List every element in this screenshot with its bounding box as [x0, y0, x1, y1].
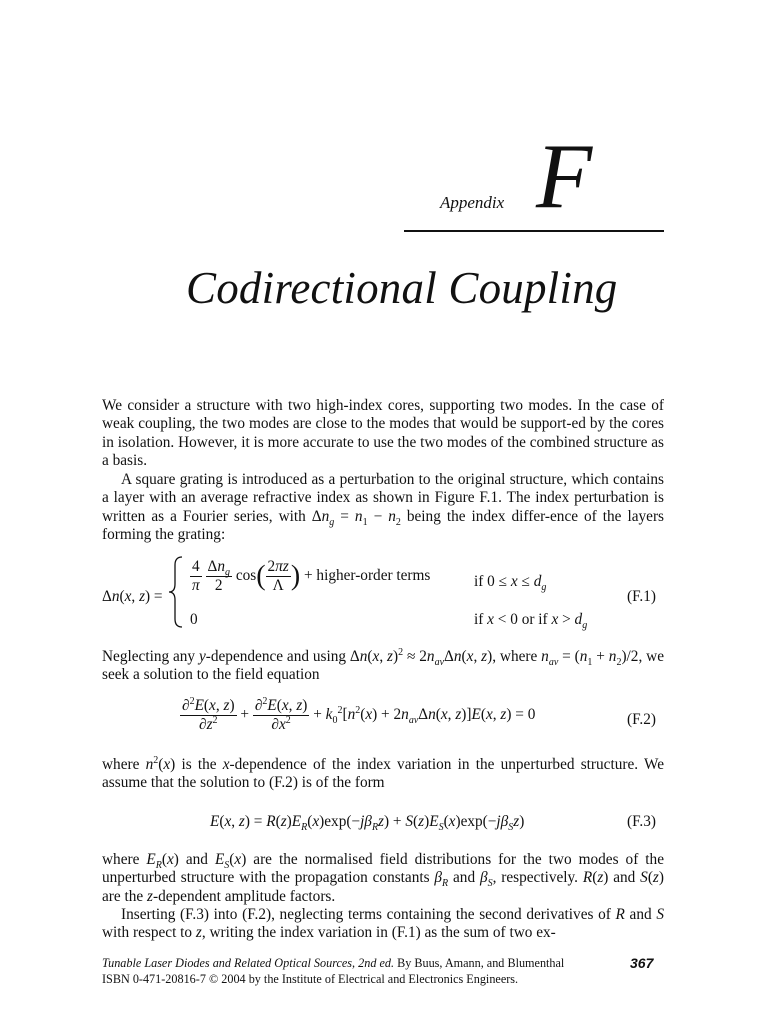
- eq-f1-case2-cond: if x < 0 or if $x > d_g$: [474, 611, 588, 632]
- paragraph-grating: A square grating is introduced as a perturbation to the original structure, which contains a layer with an average refractive index as shown in Figure F.1. The index perturbation is written as a Fourier series, with $\Delta n_g = n_1 - n_2$ being the index differ-ence of the layers forming the grating:: [102, 471, 664, 544]
- eq-f1-case1: $\frac{4}{\pi}$ $\frac{\Delta n_g}{2}$ cos( $\frac{2\pi z}{\Lambda}$ ) + higher-order terms: [192, 558, 431, 594]
- paragraph-where-n2: where $n^2(x)$ is the x-dependence of the index variation in the unperturbed structure. We assume that the solution to (F.2) is of the form: [102, 754, 664, 792]
- footer-isbn: ISBN 0-471-20816-7 © 2004 by the Institute of Electrical and Electronics Engineers.: [102, 972, 519, 986]
- header-rule: [404, 230, 664, 232]
- footer-book-title: Tunable Laser Diodes and Related Optical Sources, 2nd ed.: [102, 956, 395, 970]
- eq-f1-lhs: Δn(x, z) =: [102, 588, 163, 605]
- eq-f1-case2-val: 0: [190, 611, 198, 628]
- appendix-letter: F: [536, 125, 593, 227]
- page-number: 367: [630, 955, 654, 971]
- chapter-title: Codirectional Coupling: [186, 263, 618, 313]
- eq-f2-label: (F.2): [627, 711, 656, 728]
- appendix-label: Appendix: [440, 193, 505, 212]
- paragraph-intro: We consider a structure with two high-index cores, supporting two modes. In the case of weak coupling, the two modes are close to the modes that would be support-ed by the cores in isolation. However, it is more accurate to use the two modes of the combined structure as a basis.: [102, 397, 664, 470]
- footer-authors: By Buus, Amann, and Blumenthal: [394, 956, 565, 970]
- paragraph-neglecting-text-c: we seek a solution to the field equation: [102, 648, 664, 684]
- paragraph-where-n2-text-a: where: [102, 756, 146, 773]
- paragraph-neglecting-text-b: -dependence and using Δ: [205, 648, 360, 665]
- paragraph-grating-text-a: A square grating is introduced as a perturbation to the original structure, which contains a layer with an average refractive index as shown in Figure F.1. The index perturbation is written as a Fourier series, with Δ: [102, 471, 664, 525]
- paragraph-inserting: Inserting (F.3) into (F.2), neglecting terms containing the second derivatives of R and S with respect to z, writing the index variation in (F.1) as the sum of two ex-: [102, 906, 664, 942]
- eq-f1-label: (F.1): [627, 588, 656, 605]
- eq-f3: E(x, $z) = R(z)E_R(x)\exp(-j\beta_Rz) + S(z)E_S(x)\exp(-j\beta_Sz)$: [210, 813, 525, 834]
- eq-f1-brace: [168, 556, 184, 628]
- paragraph-field-distributions: where $E_R(x)$ and $E_S(x)$ are the normalised field distributions for the two modes of the unperturbed structure with the propagation constants $\beta_R$ and $\beta_S$, respectively. R(z) and S(z) are the z-dependent amplitude factors.: [102, 851, 664, 905]
- paragraph-neglecting: Neglecting any y-dependence and using Δn(x, $z)^2 \approx 2n_{av}\Delta n(x$, z), where $n_{av} = (n_1 + n_2)/2$, we seek a solution to the field equation: [102, 646, 664, 684]
- paragraph-where-n2-text-b: is the: [175, 756, 223, 773]
- paragraph-where-n2-text-c: -dependence of the index variation in the unperturbed structure. We assume that the solution to (F.2) is of the form: [102, 756, 664, 792]
- eq-f3-label: (F.3): [627, 813, 656, 830]
- eq-f2: $\frac{\partial^2E(x, z)}{\partial z^2}$ + $\frac{\partial^2E(x, z)}{\partial x^2}$ + $k_0^2[n^2(x) + 2n_{av}\Delta n(x$, z)]E(x, z) = 0: [182, 695, 536, 733]
- eq-f1-case1-cond: if $0 \le x \le d_g$: [474, 573, 547, 594]
- footer-citation: [102, 955, 668, 987]
- paragraph-neglecting-text-a: Neglecting any: [102, 648, 199, 665]
- paragraph-grating-text-b: being the index differ-ence of the layers forming the grating:: [102, 507, 664, 544]
